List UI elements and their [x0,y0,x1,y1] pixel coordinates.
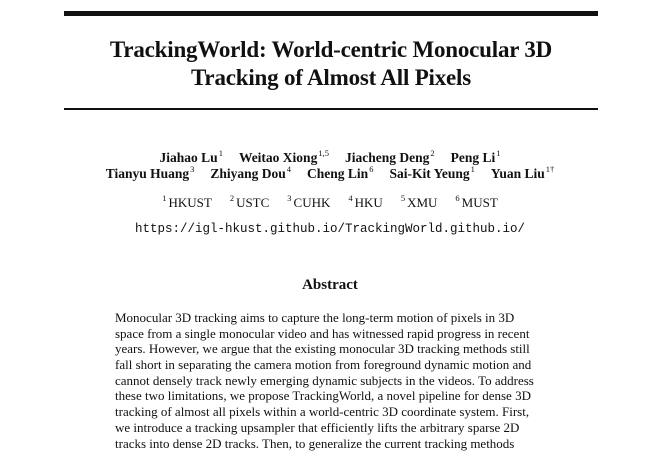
author-name [239,150,329,165]
author-name-text: Weitao Xiong [239,150,317,165]
paper-title-line-1: TrackingWorld: World-centric Monocular 3D [64,36,598,64]
author-affiliation-marker: 1† [546,164,555,174]
affiliation-number: 3 [287,193,291,203]
paper-title-line-2: Tracking of Almost All Pixels [64,64,598,92]
abstract-line: cannot densely track newly emerging dynamic subjects in the videos. To address [115,373,551,389]
affiliation-item [162,195,212,210]
abstract-line: Monocular 3D tracking aims to capture the long-term motion of pixels in 3D [115,310,551,326]
affiliation-list [0,195,660,211]
author-affiliation-marker: 6 [369,164,373,174]
affiliation-number: 4 [348,193,352,203]
top-rule [64,11,598,16]
project-url[interactable]: https://igl-hkust.github.io/TrackingWorld.github.io/ [0,222,660,236]
author-affiliation-marker: 3 [190,164,194,174]
author-name [160,150,223,165]
affiliation-item [401,195,438,210]
abstract-line: years. However, we argue that the existing monocular 3D tracking methods still [115,341,551,357]
author-name-text: Peng Li [451,150,496,165]
author-name [307,166,373,181]
affiliation-name: HKUST [168,195,211,210]
author-affiliation-marker: 4 [287,164,291,174]
author-affiliation-marker: 1 [471,164,475,174]
author-name-text: Yuan Liu [491,166,545,181]
abstract-heading: Abstract [0,277,660,294]
affiliation-name: MUST [462,195,498,210]
author-name [491,166,554,181]
author-name [210,166,291,181]
title-bottom-rule [64,108,598,110]
author-name-text: Jiahao Lu [160,150,218,165]
affiliation-number: 1 [162,193,166,203]
author-affiliation-marker: 1,5 [318,148,329,158]
affiliation-name: XMU [407,195,437,210]
author-name-text: Tianyu Huang [106,166,189,181]
affiliation-number: 6 [455,193,459,203]
author-name [451,150,501,165]
abstract-line: space from a single monocular video and has witnessed rapid progress in recent [115,326,551,342]
abstract-line: tracking of almost all pixels within a world-centric 3D coordinate system. First, [115,404,551,420]
abstract-line: we introduce a tracking upsampler that efficiently lifts the arbitrary sparse 2D [115,420,551,436]
author-name-text: Jiacheng Deng [345,150,429,165]
author-name-text: Zhiyang Dou [210,166,285,181]
affiliation-item [230,195,269,210]
affiliation-name: USTC [236,195,269,210]
affiliation-item [287,195,330,210]
author-affiliation-marker: 2 [430,148,434,158]
author-name-text: Cheng Lin [307,166,368,181]
affiliation-number: 2 [230,193,234,203]
abstract-line: tracks into dense 2D tracks. Then, to generalize the current tracking methods [115,436,551,451]
abstract-line: fall short in separating the camera motion from foreground dynamic motion and [115,357,551,373]
author-affiliation-marker: 1 [219,148,223,158]
author-name [106,166,195,181]
author-name-text: Sai-Kit Yeung [389,166,469,181]
affiliation-name: CUHK [294,195,331,210]
author-affiliation-marker: 1 [496,148,500,158]
affiliation-number: 5 [401,193,405,203]
affiliation-item [455,195,497,210]
affiliation-name: HKU [355,195,383,210]
affiliation-item [348,195,382,210]
author-line-1 [0,150,660,166]
author-name [345,150,435,165]
abstract-line: these two limitations, we propose TrackingWorld, a novel pipeline for dense 3D [115,388,551,404]
author-line-2 [0,166,660,182]
abstract-body [115,310,551,451]
author-name [389,166,474,181]
